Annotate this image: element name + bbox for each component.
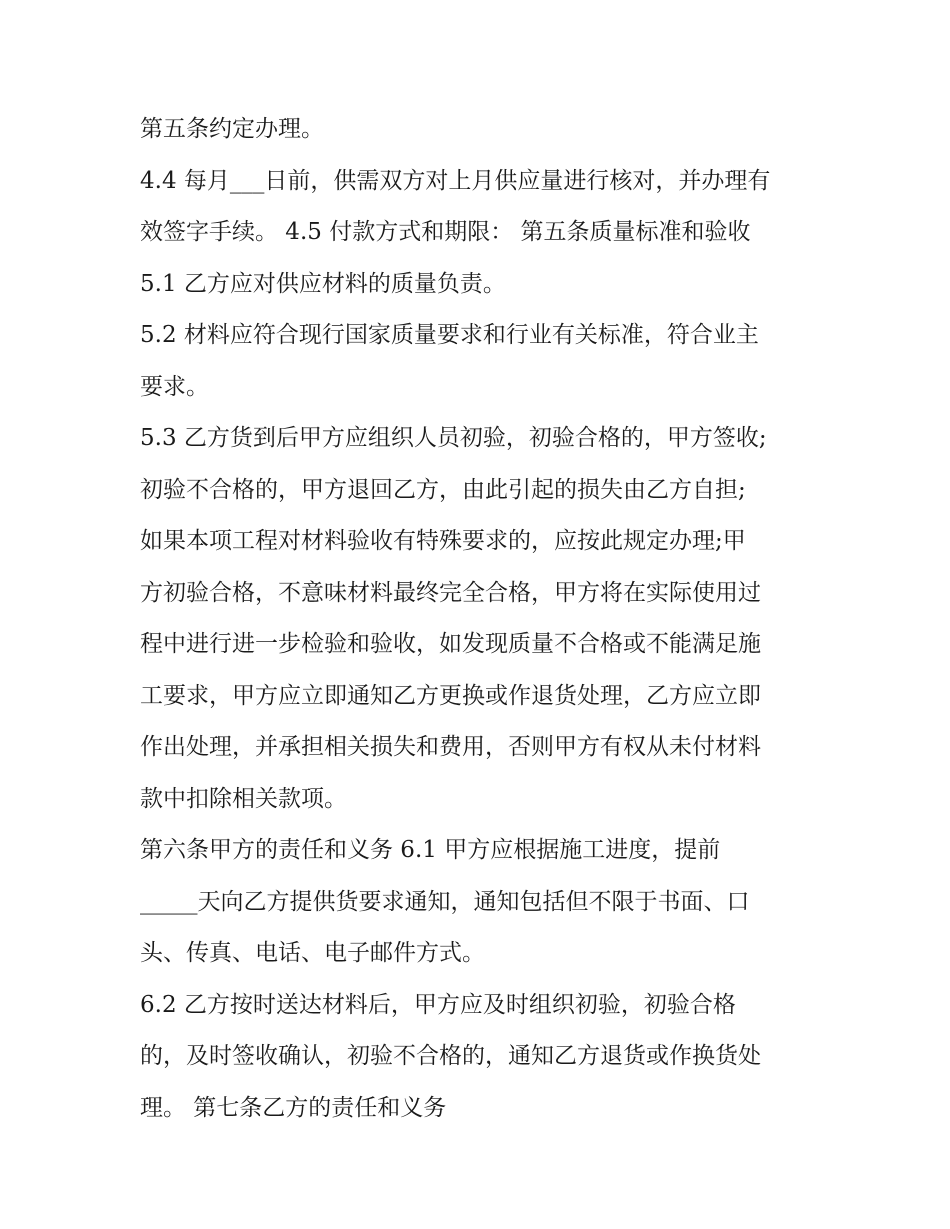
text-line-12: 工要求，甲方应立即通知乙方更换或作退货处理，乙方应立即 — [140, 682, 761, 709]
text-line-18: 6.2 乙方按时送达材料后，甲方应及时组织初验，初验合格 — [140, 991, 736, 1018]
text-line-3: 效签字手续。 4.5 付款方式和期限： 第五条质量标准和验收 — [140, 219, 751, 245]
text-line-13: 作出处理，并承担相关损失和费用，否则甲方有权从未付材料 — [140, 734, 761, 760]
text-line-5: 5.2 材料应符合现行国家质量要求和行业有关标准，符合业主 — [140, 322, 759, 348]
text-line-14: 款中扣除相关款项。 — [140, 785, 347, 812]
text-line-19: 的，及时签收确认，初验不合格的，通知乙方退货或作换货处 — [140, 1043, 761, 1069]
document-body — [140, 104, 820, 1134]
text-line-8: 初验不合格的，甲方退回乙方，由此引起的损失由乙方自担; — [140, 476, 746, 503]
text-line-17: 头、传真、电话、电子邮件方式。 — [140, 940, 485, 966]
text-line-9: 如果本项工程对材料验收有特殊要求的，应按此规定办理;甲 — [140, 528, 746, 554]
text-line-20: 理。 第七条乙方的责任和义务 — [140, 1094, 447, 1121]
text-line-4: 5.1 乙方应对供应材料的质量负责。 — [140, 270, 506, 297]
text-line-1: 第五条约定办理。 — [140, 116, 324, 142]
text-line-2: 4.4 每月___日前，供需双方对上月供应量进行核对，并办理有 — [140, 167, 771, 194]
text-line-10: 方初验合格，不意味材料最终完全合格，甲方将在实际使用过 — [140, 579, 761, 606]
text-line-16: _____天向乙方提供货要求通知，通知包括但不限于书面、口 — [140, 888, 750, 915]
text-line-7: 5.3 乙方货到后甲方应组织人员初验，初验合格的，甲方签收; — [140, 425, 767, 451]
text-line-15: 第六条甲方的责任和义务 6.1 甲方应根据施工进度，提前 — [140, 837, 721, 863]
text-line-11: 程中进行进一步检验和验收，如发现质量不合格或不能满足施 — [140, 631, 761, 657]
text-line-6: 要求。 — [140, 373, 209, 400]
